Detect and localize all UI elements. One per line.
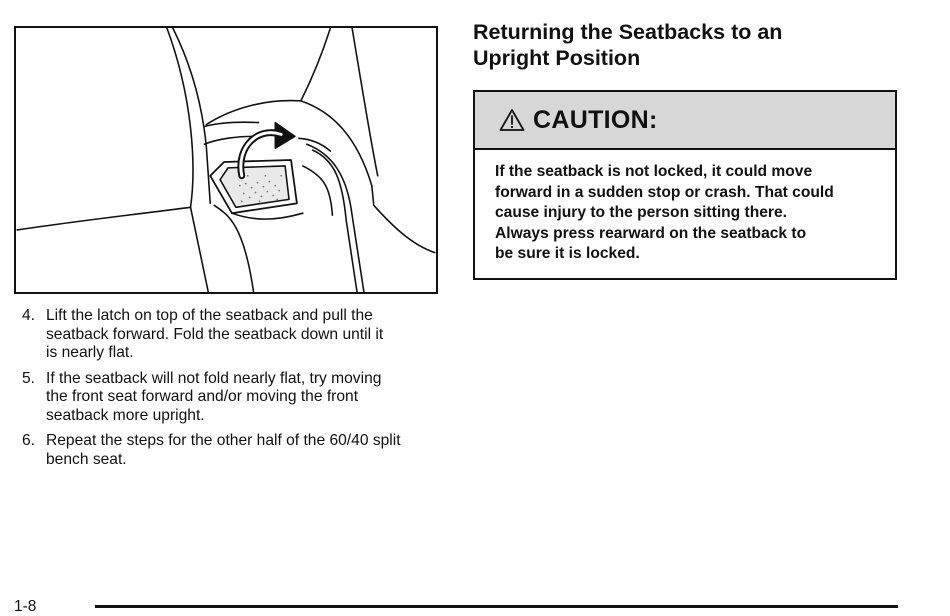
caution-text-line: forward in a sudden stop or crash. That could bbox=[495, 183, 834, 201]
instruction-steps bbox=[22, 307, 442, 476]
footer-rule bbox=[95, 605, 898, 608]
step-text-line: Lift the latch on top of the seatback and pull the bbox=[46, 307, 373, 324]
section-title bbox=[473, 19, 913, 71]
step-text-line: is nearly flat. bbox=[46, 344, 134, 361]
seatback-latch-illustration bbox=[14, 26, 438, 294]
warning-triangle-icon bbox=[499, 108, 525, 132]
step-text-line: bench seat. bbox=[46, 450, 127, 468]
step-text-line: If the seatback will not fold nearly flat, try moving bbox=[46, 369, 382, 387]
caution-text bbox=[475, 150, 895, 265]
section-title-line: Returning the Seatbacks to an bbox=[473, 20, 783, 44]
list-item bbox=[22, 307, 442, 363]
step-number: 6. bbox=[22, 432, 36, 449]
section-title-line: Upright Position bbox=[473, 46, 641, 70]
caution-text-line: Always press rearward on the seatback to bbox=[495, 224, 807, 242]
list-item bbox=[22, 432, 442, 469]
step-text-line: seatback forward. Fold the seatback down until it bbox=[46, 325, 384, 343]
caution-label: CAUTION: bbox=[533, 105, 658, 134]
page-number: 1-8 bbox=[14, 598, 37, 615]
caution-box bbox=[473, 90, 897, 280]
step-number: 4. bbox=[22, 307, 36, 324]
caution-header bbox=[475, 92, 895, 150]
list-item bbox=[22, 370, 442, 426]
caution-text-line: If the seatback is not locked, it could move bbox=[495, 163, 813, 180]
step-text-line: seatback more upright. bbox=[46, 406, 205, 424]
step-number: 5. bbox=[22, 369, 36, 387]
step-text-line: the front seat forward and/or moving the front bbox=[46, 388, 359, 405]
caution-text-line: be sure it is locked. bbox=[495, 245, 640, 262]
step-text-line: Repeat the steps for the other half of the 60/40 split bbox=[46, 432, 401, 449]
caution-text-line: cause injury to the person sitting there. bbox=[495, 204, 788, 221]
